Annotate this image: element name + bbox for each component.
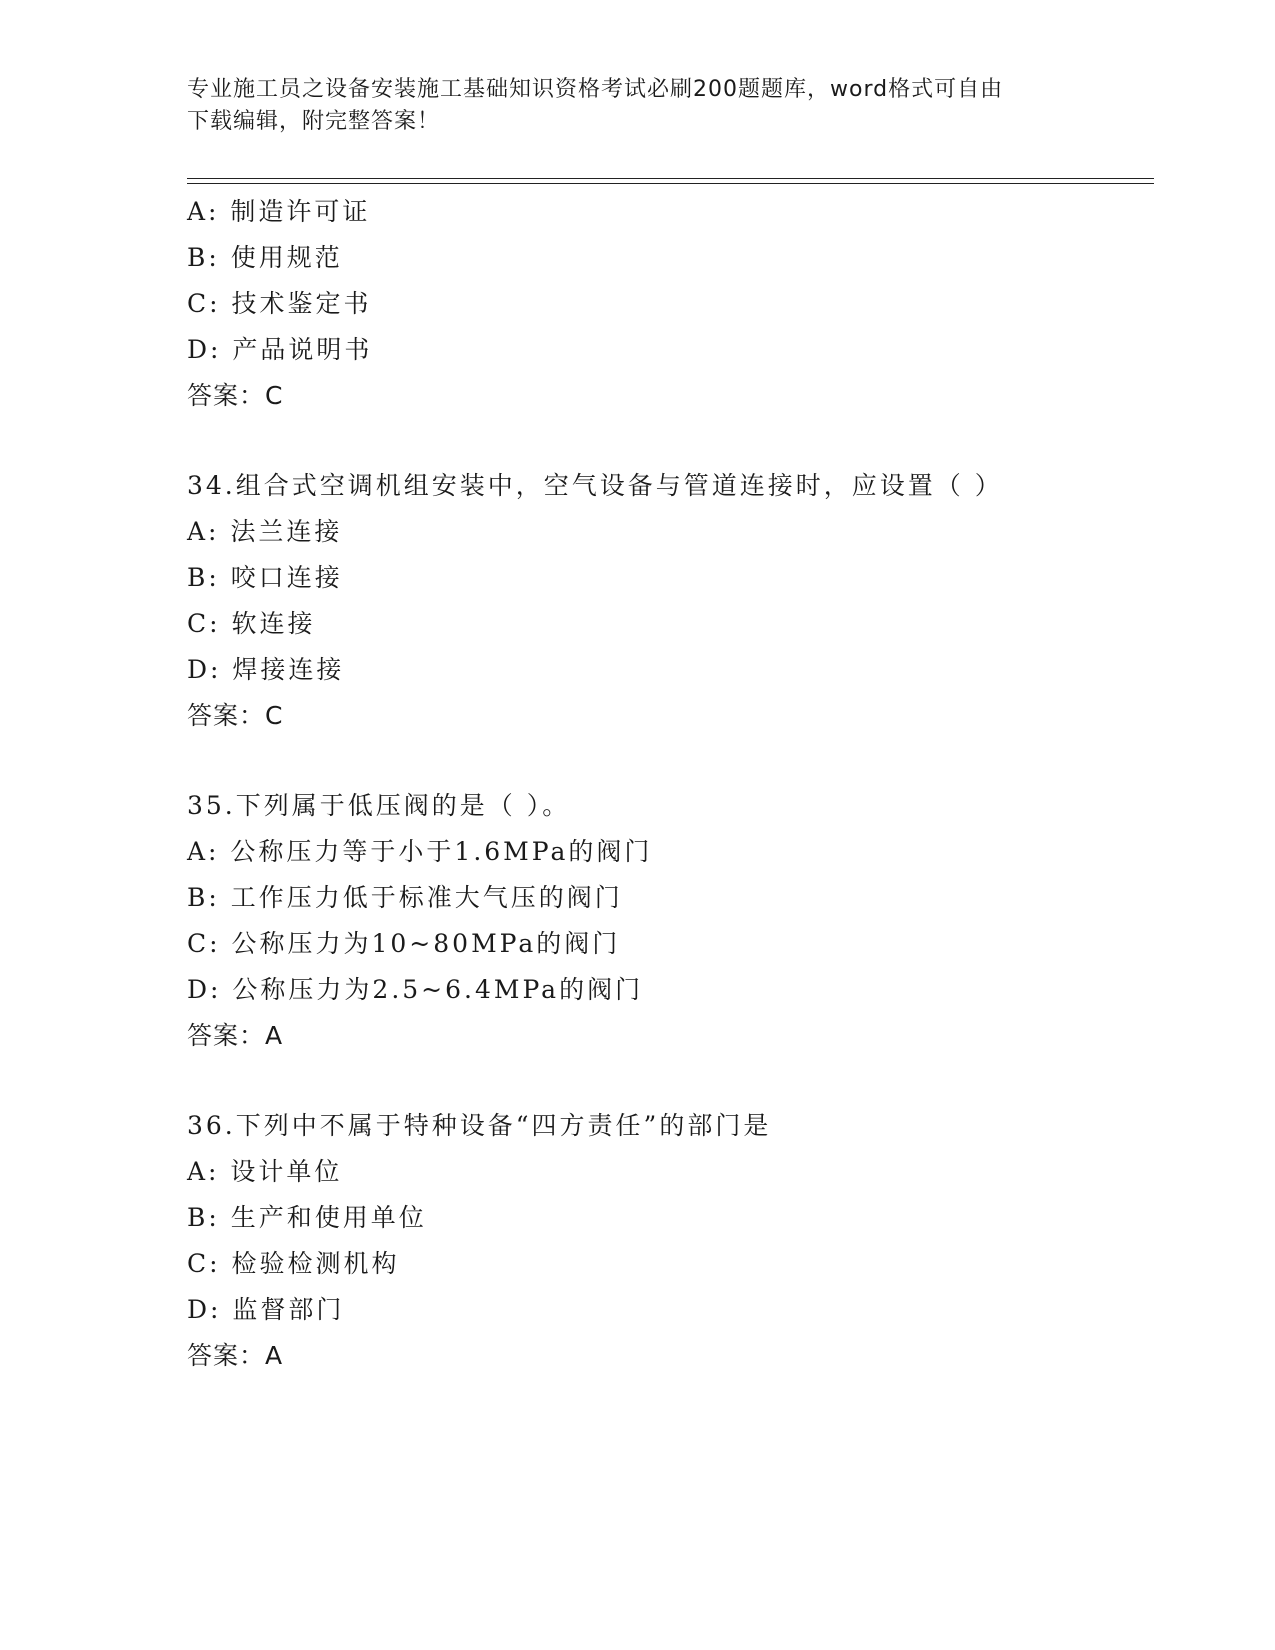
question-stem: 36.下列中不属于特种设备“四方责任”的部门是: [187, 1111, 772, 1140]
option-b: B: 生产和使用单位: [187, 1203, 427, 1232]
option-d: D: 公称压力为2.5~6.4MPa的阀门: [187, 975, 644, 1004]
question-block-36: [187, 1103, 1147, 1379]
header-divider-top: [187, 178, 1154, 179]
option-a: A: 公称压力等于小于1.6MPa的阀门: [187, 837, 653, 866]
question-stem: 34.组合式空调机组安装中，空气设备与管道连接时，应设置（ ）: [187, 471, 1003, 500]
question-block-34: [187, 463, 1147, 739]
option-c: C: 软连接: [187, 609, 316, 638]
question-block-35: [187, 783, 1147, 1059]
option-a: A: 制造许可证: [187, 197, 371, 226]
option-d: D: 产品说明书: [187, 335, 373, 364]
option-b: B: 使用规范: [187, 243, 343, 272]
question-list: [187, 189, 1147, 1379]
header-line-1: 专业施工员之设备安装施工基础知识资格考试必刷200题题库，word格式可自由: [187, 77, 1004, 102]
option-a: A: 设计单位: [187, 1157, 343, 1186]
option-d: D: 监督部门: [187, 1295, 345, 1324]
answer-line: 答案：C: [187, 701, 284, 730]
question-spacer: [187, 419, 1147, 463]
option-c: C: 检验检测机构: [187, 1249, 400, 1278]
option-c: C: 公称压力为10~80MPa的阀门: [187, 929, 621, 958]
option-b: B: 工作压力低于标准大气压的阀门: [187, 883, 623, 912]
option-d: D: 焊接连接: [187, 655, 345, 684]
option-c: C: 技术鉴定书: [187, 289, 372, 318]
option-a: A: 法兰连接: [187, 517, 343, 546]
answer-line: 答案：A: [187, 1341, 284, 1370]
document-header: [187, 74, 1087, 138]
question-spacer: [187, 739, 1147, 783]
header-divider-bottom: [187, 183, 1154, 184]
answer-line: 答案：A: [187, 1021, 284, 1050]
question-stem: 35.下列属于低压阀的是（ ）。: [187, 791, 571, 820]
question-block-partial: [187, 189, 1147, 419]
option-b: B: 咬口连接: [187, 563, 343, 592]
header-line-2: 下载编辑，附完整答案！: [187, 109, 441, 134]
answer-line: 答案：C: [187, 381, 284, 410]
question-spacer: [187, 1059, 1147, 1103]
